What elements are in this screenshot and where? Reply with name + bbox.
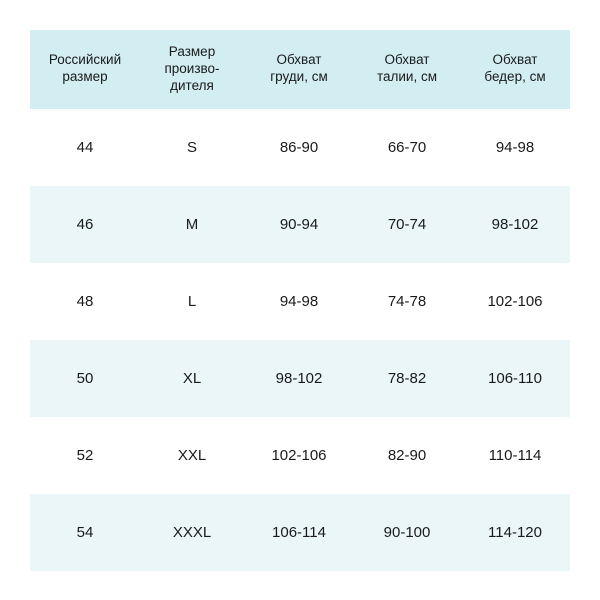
cell-russian-size: 46 (76, 215, 94, 233)
cell-hips: 94-98 (495, 138, 535, 156)
cell-waist: 70-74 (387, 215, 427, 233)
cell-russian-size: 44 (76, 138, 94, 156)
cell-hips: 98-102 (491, 215, 539, 233)
cell-chest: 94-98 (279, 292, 319, 310)
column-header-manufacturer-size (140, 30, 244, 109)
column-header-line: Размер (168, 44, 216, 59)
table-header (30, 30, 570, 109)
cell-waist: 74-78 (387, 292, 427, 310)
cell-manufacturer-size: XXXL (172, 523, 212, 541)
column-header-line: груди, см (270, 69, 328, 85)
column-header-russian-size (30, 30, 140, 109)
cell-chest: 90-94 (279, 215, 319, 233)
cell-russian-size: 48 (76, 292, 94, 310)
cell-waist: 90-100 (383, 523, 431, 541)
cell-waist: 66-70 (387, 138, 427, 156)
cell-chest: 98-102 (275, 369, 323, 387)
table-row (30, 186, 570, 263)
cell-manufacturer-size: XXL (177, 446, 207, 464)
cell-russian-size: 54 (76, 523, 94, 541)
cell-hips: 110-114 (488, 446, 542, 464)
column-header-line: талии, см (376, 69, 438, 85)
column-header-line: Обхват (492, 52, 538, 68)
cell-manufacturer-size: XL (182, 369, 202, 387)
table-row (30, 494, 570, 571)
cell-chest: 102-106 (271, 446, 327, 464)
table-row (30, 340, 570, 417)
column-header-line: Обхват (276, 52, 322, 68)
column-header-chest (244, 30, 354, 109)
table-header-row (30, 30, 570, 109)
table-row (30, 109, 570, 186)
cell-russian-size: 50 (76, 369, 94, 387)
cell-manufacturer-size: S (186, 138, 197, 156)
cell-russian-size: 52 (76, 446, 94, 464)
table-row (30, 417, 570, 494)
cell-waist: 82-90 (387, 446, 427, 464)
column-header-line: бедер, см (484, 69, 546, 85)
column-header-hips (460, 30, 570, 109)
cell-manufacturer-size: M (185, 215, 199, 233)
table-body (30, 109, 570, 571)
column-header-line: произво- (164, 60, 220, 76)
cell-chest: 86-90 (279, 138, 319, 156)
column-header-line: Российский (48, 52, 122, 68)
cell-waist: 78-82 (387, 369, 427, 387)
cell-hips: 102-106 (487, 292, 543, 310)
size-chart-table (30, 30, 570, 571)
cell-chest: 106-114 (272, 523, 326, 541)
column-header-line: Обхват (384, 52, 430, 68)
cell-hips: 114-120 (488, 523, 542, 541)
column-header-line: размер (62, 69, 108, 85)
column-header-line: дителя (170, 77, 214, 93)
cell-hips: 106-110 (488, 369, 542, 387)
column-header-waist (354, 30, 460, 109)
cell-manufacturer-size: L (187, 292, 197, 310)
table-row (30, 263, 570, 340)
